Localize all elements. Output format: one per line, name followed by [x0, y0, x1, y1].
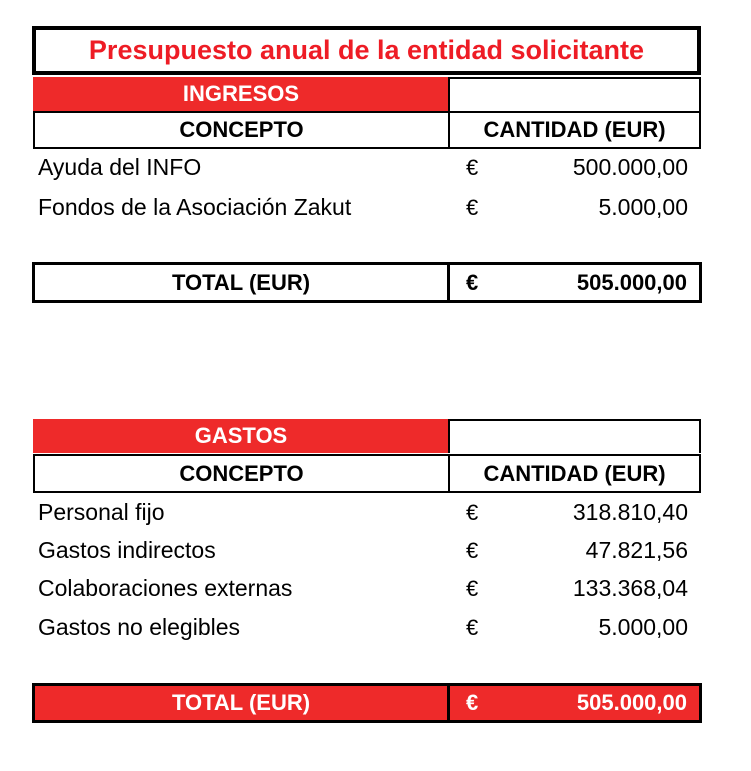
ingresos-total-label: TOTAL (EUR): [171, 269, 311, 295]
ingresos-row-1-concept: Fondos de la Asociación Zakut: [38, 194, 352, 220]
gastos-col-concept: [33, 454, 450, 493]
page-title: [32, 26, 701, 75]
gastos-section-header: [33, 419, 449, 453]
ingresos-row-1-currency: €: [466, 195, 479, 220]
gastos-header-blank-cell: [448, 419, 701, 453]
gastos-row-1-concept: Gastos indirectos: [38, 537, 216, 563]
ingresos-total-currency: €: [466, 269, 479, 295]
gastos-row-3-amount: 5.000,00: [598, 614, 688, 640]
ingresos-row-0-currency: €: [466, 155, 479, 180]
ingresos-col-concept: [33, 111, 450, 149]
gastos-row-2-amount: 133.368,04: [572, 575, 688, 601]
gastos-col-concept-label: CONCEPTO: [179, 460, 304, 486]
gastos-row-2-currency: €: [466, 576, 479, 601]
gastos-total-label: TOTAL (EUR): [171, 690, 311, 715]
gastos-row-0-amount: 318.810,40: [572, 499, 688, 525]
ingresos-row-0-concept: Ayuda del INFO: [38, 154, 202, 180]
gastos-col-amount-label: CANTIDAD (EUR): [483, 460, 666, 486]
gastos-section-label: GASTOS: [194, 423, 288, 448]
ingresos-col-amount-label: CANTIDAD (EUR): [483, 117, 666, 142]
gastos-row-3-currency: €: [466, 615, 479, 640]
ingresos-total-amount: 505.000,00: [576, 269, 687, 295]
gastos-row-3-concept: Gastos no elegibles: [38, 614, 241, 640]
gastos-total-amount: 505.000,00: [576, 690, 687, 715]
gastos-total-label-cell: [32, 683, 450, 723]
gastos-row-0-currency: €: [466, 500, 479, 525]
ingresos-total-label-cell: [32, 262, 450, 303]
gastos-col-amount: [448, 454, 701, 493]
ingresos-row-1-amount: 5.000,00: [598, 194, 688, 220]
ingresos-header-blank-cell: [448, 77, 701, 111]
ingresos-col-concept-label: CONCEPTO: [179, 117, 304, 142]
gastos-row-2-concept: Colaboraciones externas: [38, 575, 293, 601]
gastos-row-0-concept: Personal fijo: [38, 499, 165, 525]
gastos-row-1-currency: €: [466, 538, 479, 563]
gastos-total-currency: €: [466, 690, 479, 715]
gastos-total-amount-cell: [447, 683, 702, 723]
ingresos-section-header: [33, 77, 449, 111]
ingresos-col-amount: [448, 111, 701, 149]
ingresos-section-label: INGRESOS: [182, 81, 300, 106]
gastos-row-1-amount: 47.821,56: [585, 537, 688, 563]
ingresos-row-0-amount: 500.000,00: [572, 154, 688, 180]
page-title-text: Presupuesto anual de la entidad solicitante: [88, 35, 645, 65]
ingresos-total-amount-cell: [447, 262, 702, 303]
